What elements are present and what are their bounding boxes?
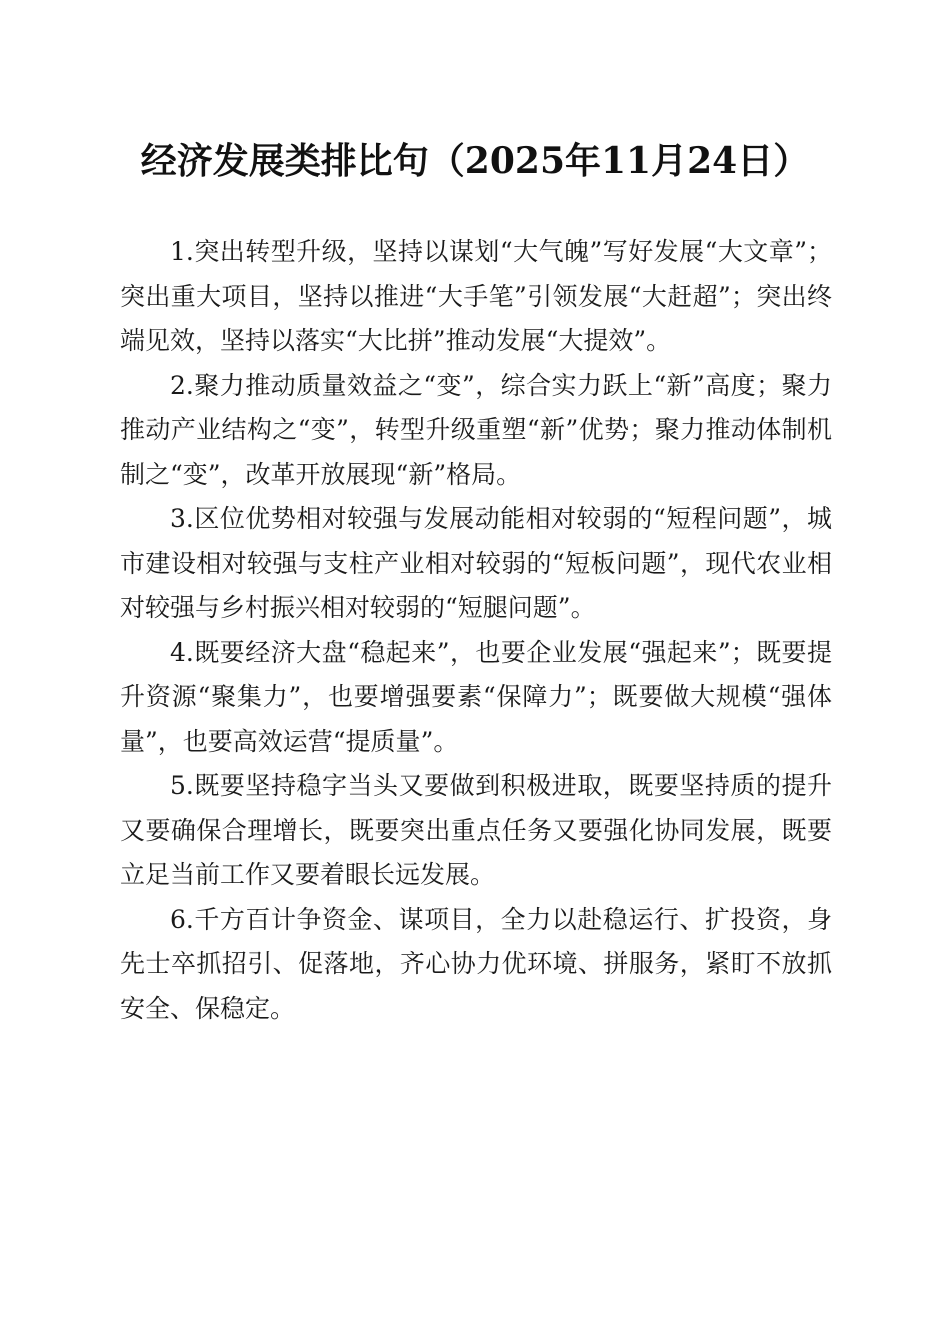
- paragraph-3: 3.区位优势相对较强与发展动能相对较弱的“短程问题”，城市建设相对较强与支柱产业相对较弱的“短板问题”，现代农业相对较强与乡村振兴相对较弱的“短腿问题”。: [120, 504, 832, 622]
- paragraph-5: 5.既要坚持稳字当头又要做到积极进取，既要坚持质的提升又要确保合理增长，既要突出重点任务又要强化协同发展，既要立足当前工作又要着眼长远发展。: [120, 771, 832, 889]
- paragraph-6: 6.千方百计争资金、谋项目，全力以赴稳运行、扩投资，身先士卒抓招引、促落地，齐心协力优环境、拼服务，紧盯不放抓安全、保稳定。: [120, 904, 832, 1023]
- paragraph-2: 2.聚力推动质量效益之“变”，综合实力跃上“新”高度；聚力推动产业结构之“变”，转型升级重塑“新”优势；聚力推动体制机制之“变”，改革开放展现“新”格局。: [120, 370, 832, 489]
- paragraph-4: 4.既要经济大盘“稳起来”，也要企业发展“强起来”；既要提升资源“聚集力”，也要增强要素“保障力”；既要做大规模“强体量”，也要高效运营“提质量”。: [120, 637, 832, 756]
- document-body: [120, 230, 832, 1031]
- document-title: 经济发展类排比句（2025年11月24日）: [140, 140, 810, 182]
- paragraph-1: 1.突出转型升级，坚持以谋划“大气魄”写好发展“大文章”；突出重大项目，坚持以推进“大手笔”引领发展“大赶超”；突出终端见效，坚持以落实“大比拼”推动发展“大提效”。: [120, 237, 832, 355]
